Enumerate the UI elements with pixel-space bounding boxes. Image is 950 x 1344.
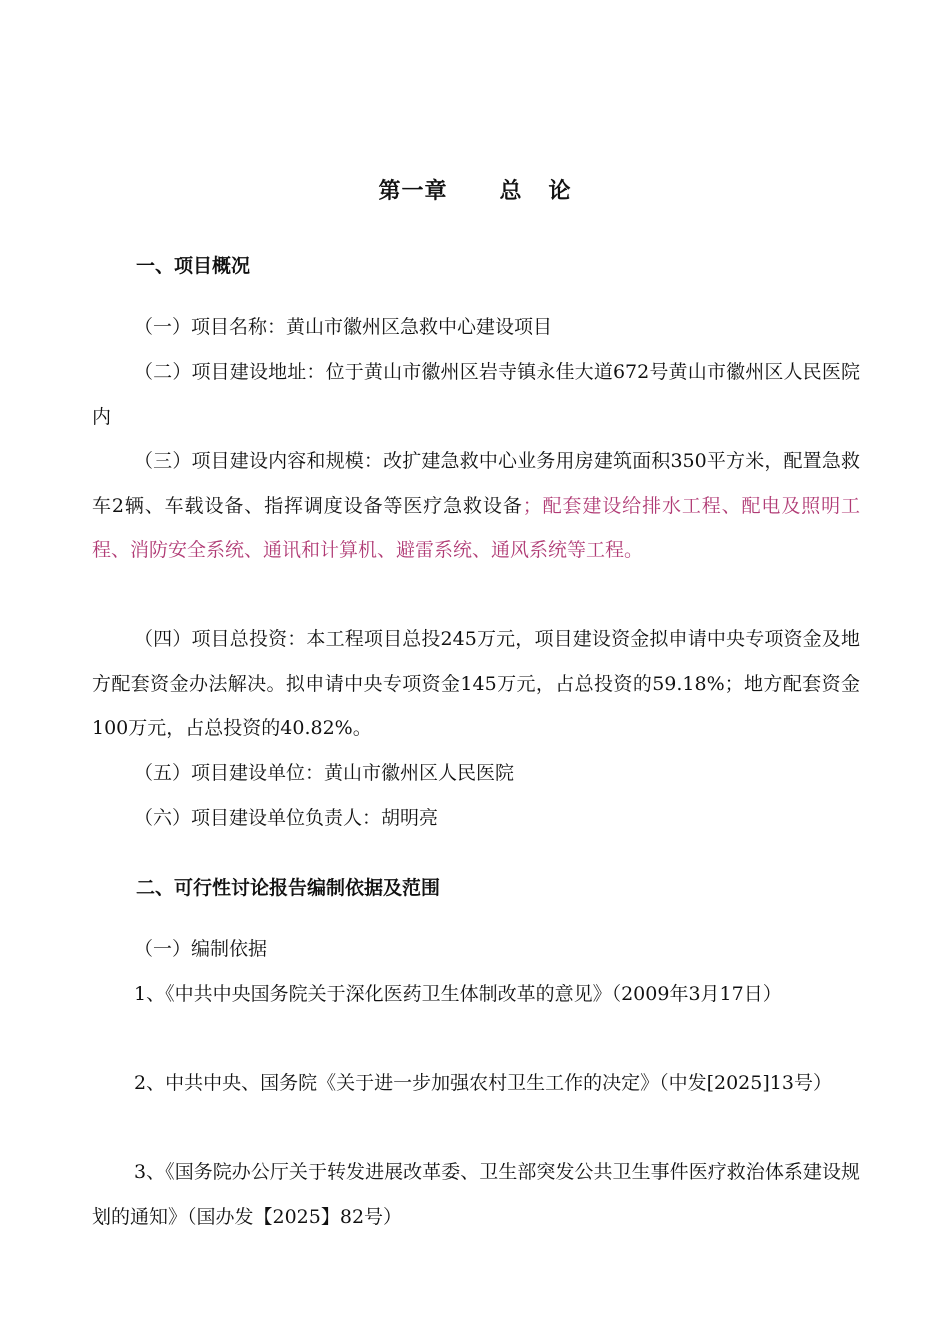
section-heading-overview: 一、项目概况 xyxy=(136,255,251,277)
item-project-address: （二）项目建设地址：位于黄山市徽州区岩寺镇永佳大道672号黄山市徽州区人民医院内 xyxy=(92,361,860,428)
item-project-leader: （六）项目建设单位负责人：胡明亮 xyxy=(134,807,439,829)
item-project-scope-text: （三）项目建设内容和规模：改扩建急救中心业务用房建筑面积350平方米，配置急救车2辆、车载设备、指挥调度设备等医疗急救设备 xyxy=(92,450,860,517)
reference-item: 1、《中共中央国务院关于深化医药卫生体制改革的意见》（2009年3月17日） xyxy=(134,983,782,1005)
item-project-scope-highlight: ；配套建设给排水工程、配电及照明工程、消防安全系统、通讯和计算机、避雷系统、通风系统等工程。 xyxy=(92,494,860,561)
item-project-investment: （四）项目总投资：本工程项目总投245万元，项目建设资金拟申请中央专项资金及地方配套资金办法解决。拟申请中央专项资金145万元，占总投资的59.18%；地方配套资金100万元，占总投资的40.82%。 xyxy=(92,628,860,739)
reference-item: 3、《国务院办公厅关于转发进展改革委、卫生部突发公共卫生事件医疗救治体系建设规划的通知》（国办发【2025】82号） xyxy=(92,1161,860,1228)
item-project-unit: （五）项目建设单位：黄山市徽州区人民医院 xyxy=(134,762,515,784)
subheading-basis: （一）编制依据 xyxy=(134,938,268,960)
section-heading-basis: 二、可行性讨论报告编制依据及范围 xyxy=(136,877,441,899)
item-project-scope xyxy=(92,439,860,573)
chapter-title: 第一章 总 论 xyxy=(378,179,572,204)
reference-item: 2、中共中央、国务院《关于进一步加强农村卫生工作的决定》（中发[2025]13号） xyxy=(134,1072,832,1094)
item-project-name: （一）项目名称：黄山市徽州区急救中心建设项目 xyxy=(134,316,553,338)
